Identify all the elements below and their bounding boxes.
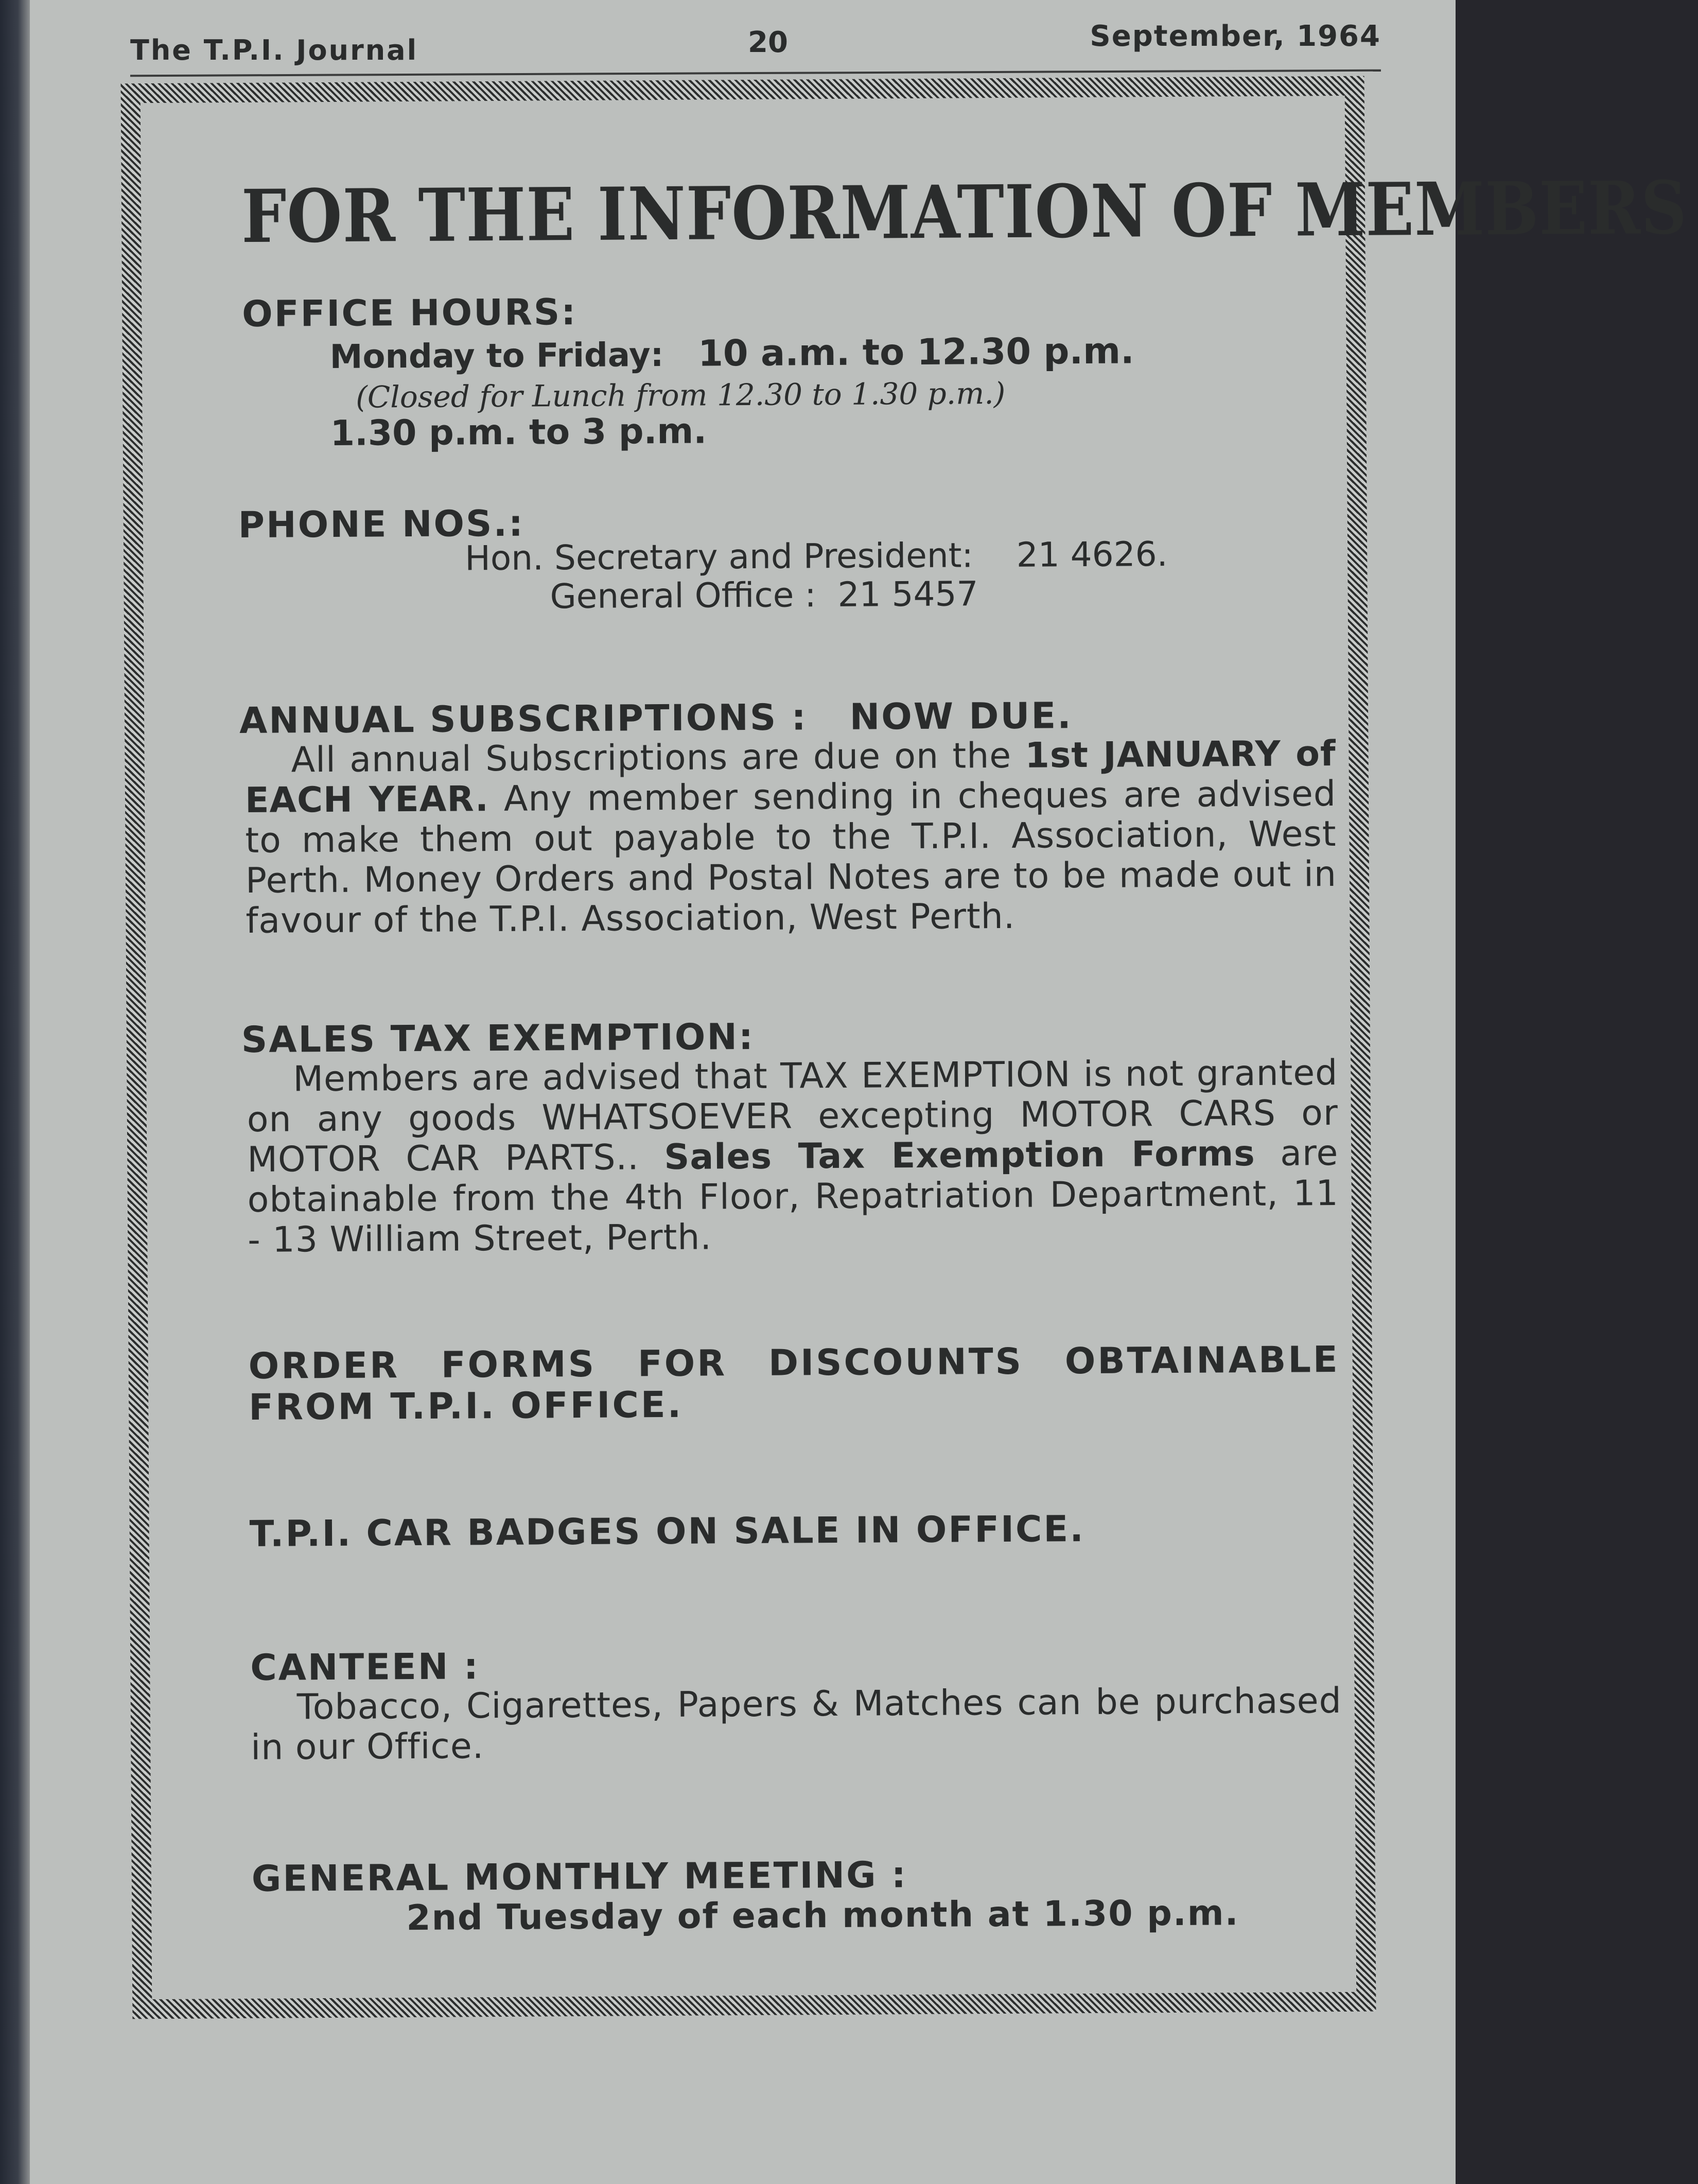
office-hours-afternoon: 1.30 p.m. to 3 p.m.: [330, 411, 707, 454]
header-rule: [130, 69, 1381, 77]
notice-content: [238, 165, 1688, 1939]
sales-tax-text-2: are obtainable from the 4th Floor, Repatriation Department, 11 - 13 William Street, Perth.: [247, 1133, 1339, 1261]
office-hours-morning: 10 a.m. to 12.30 p.m.: [697, 329, 1134, 375]
canteen-text: [251, 1681, 1342, 1768]
meeting-heading: GENERAL MONTHLY MEETING :: [251, 1854, 908, 1900]
subscriptions-due-date: 1st JANUARY of EACH YEAR.: [244, 733, 1336, 821]
journal-page: [30, 0, 1688, 2184]
phone-heading: PHONE NOS.:: [238, 502, 525, 547]
car-badges-notice: T.P.I. CAR BADGES ON SALE IN OFFICE.: [249, 1508, 1086, 1555]
office-number: 21 5457: [837, 574, 978, 615]
canteen-text-body: Tobacco, Cigarettes, Papers & Matches can be purchased in our Office.: [251, 1680, 1342, 1768]
secretary-number: 21 4626.: [1016, 534, 1168, 575]
journal-name: The T.P.I. Journal: [130, 34, 418, 66]
office-hours-heading: OFFICE HOURS:: [242, 291, 577, 335]
canteen-heading: CANTEEN :: [250, 1645, 480, 1689]
subscriptions-heading-label: ANNUAL SUBSCRIPTIONS :: [239, 696, 808, 742]
office-hours-days-label: Monday to Friday:: [329, 336, 664, 376]
subscriptions-now-due: NOW DUE.: [849, 694, 1073, 738]
sales-tax-forms: Sales Tax Exemption Forms: [664, 1133, 1255, 1178]
subscriptions-text: [244, 734, 1337, 941]
order-forms-notice: ORDER FORMS FOR DISCOUNTS OBTAINABLE FROM T.P.I. OFFICE.: [248, 1338, 1340, 1428]
secretary-phone: [465, 534, 1168, 578]
lunch-note: (Closed for Lunch from 12.30 to 1.30 p.m.): [356, 375, 1006, 415]
sales-tax-text: [247, 1053, 1339, 1261]
notice-title: FOR THE INFORMATION OF MEMBERS: [241, 165, 1688, 260]
secretary-label: Hon. Secretary and President:: [464, 535, 974, 579]
sales-tax-text-1: Members are advised that TAX EXEMPTION is not granted on any goods WHATSOEVER excepting MOTOR CARS or MOTOR CAR PARTS..: [247, 1053, 1339, 1180]
office-hours-days: [330, 329, 1134, 377]
meeting-time: 2nd Tuesday of each month at 1.30 p.m.: [406, 1893, 1239, 1939]
subscriptions-text-2: Any member sending in cheques are advised to make them out payable to the T.P.I. Association, West Perth. Money Orders and Postal Notes are to be made out in favour of the T.P.I. Association, West Perth.: [245, 774, 1337, 941]
subscriptions-heading: [239, 694, 1073, 742]
subscriptions-text-1: All annual Subscriptions are due on the: [291, 735, 1012, 781]
sales-tax-heading: SALES TAX EXEMPTION:: [241, 1015, 755, 1061]
page-number: 20: [748, 26, 788, 59]
office-phone: [550, 574, 978, 616]
office-label: General Office :: [550, 575, 816, 617]
issue-date: September, 1964: [1090, 20, 1381, 53]
hatched-border-frame: [121, 76, 1688, 2019]
page-header: [130, 20, 1381, 76]
book-spine: [0, 0, 30, 2184]
